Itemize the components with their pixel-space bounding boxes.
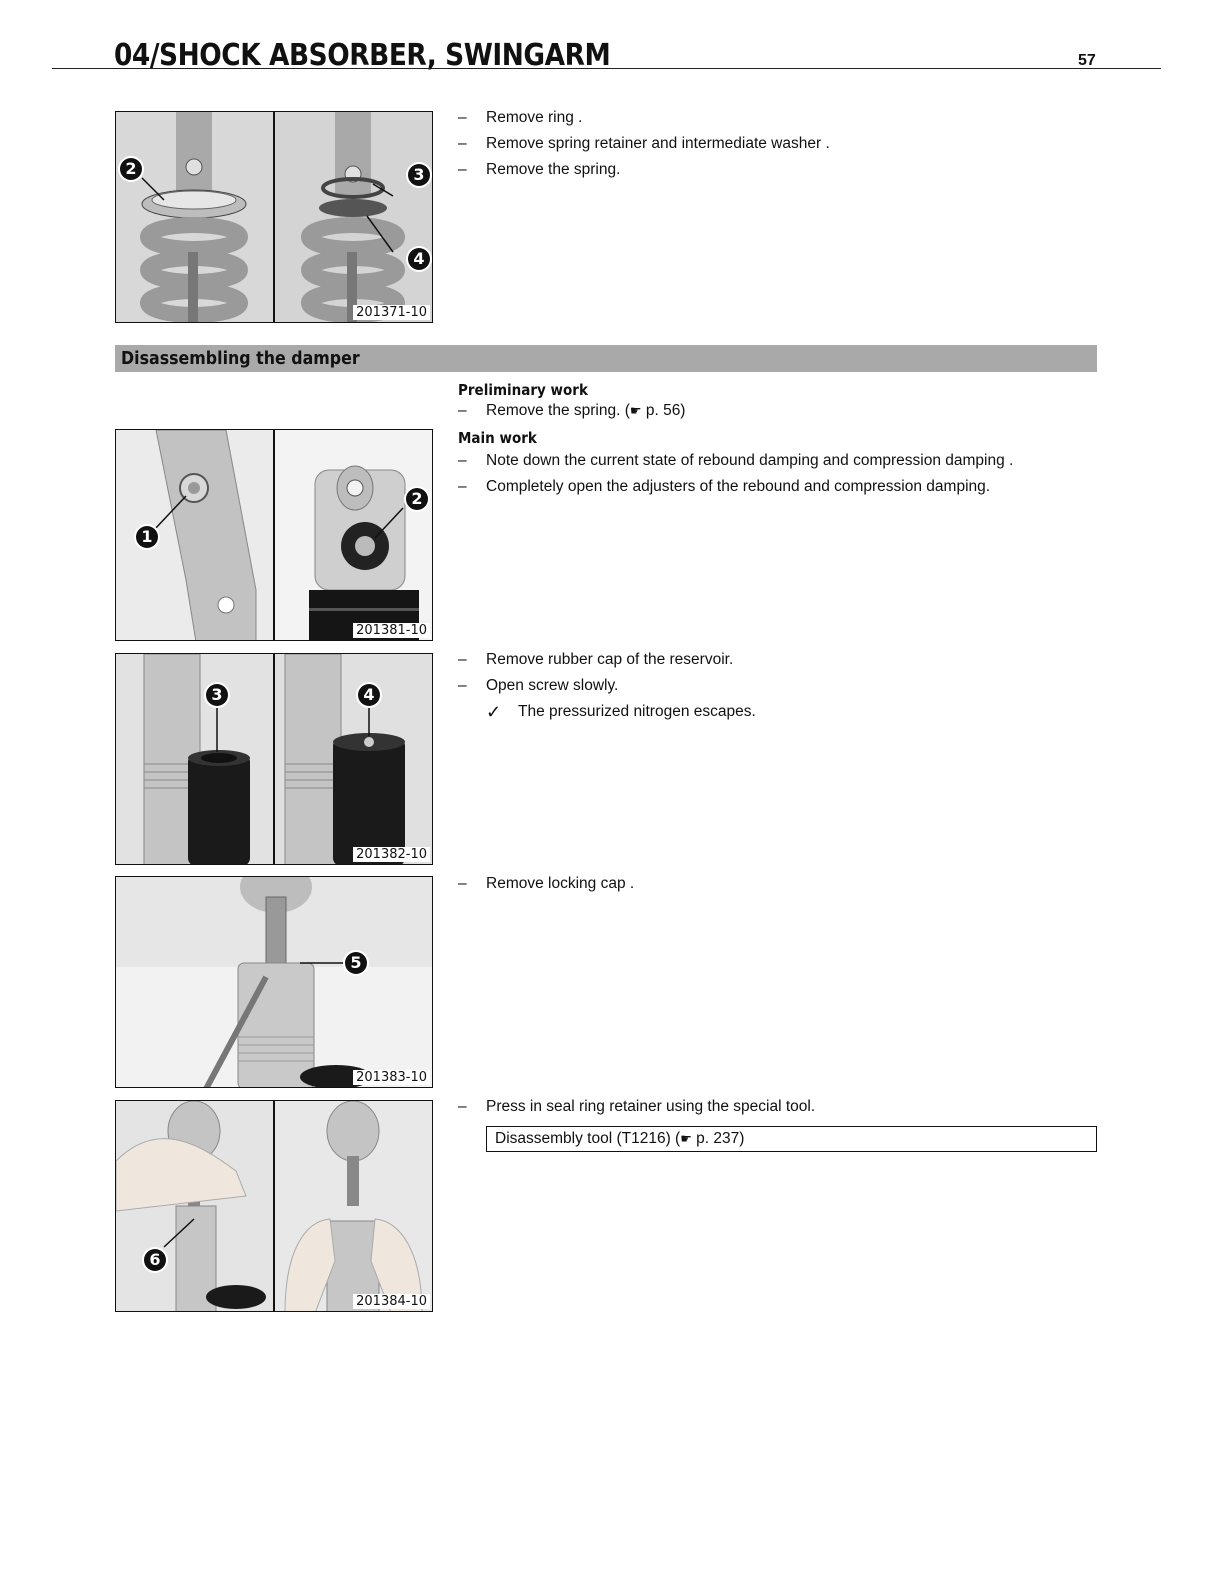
page-reference-link[interactable]: p. 237) bbox=[691, 1130, 745, 1147]
figure-code: 201382-10 bbox=[353, 847, 430, 862]
figure-code: 201381-10 bbox=[353, 623, 430, 638]
preliminary-heading: Preliminary work bbox=[458, 381, 588, 399]
dash-icon: – bbox=[458, 651, 467, 668]
callout-5: 5 bbox=[345, 952, 367, 974]
dash-icon: – bbox=[458, 875, 467, 892]
preliminary-work bbox=[458, 380, 1098, 500]
dash-icon: – bbox=[458, 402, 467, 419]
list-item: – Open screw slowly. bbox=[458, 673, 1098, 699]
callout-3: 3 bbox=[206, 684, 228, 706]
figure-code: 201371-10 bbox=[353, 305, 430, 320]
list-item: – Remove spring retainer and intermediate washer . bbox=[458, 131, 1098, 157]
header-rule bbox=[52, 68, 1161, 69]
figure-code: 201383-10 bbox=[353, 1070, 430, 1085]
figure-code: 201384-10 bbox=[353, 1294, 430, 1309]
list-item: – Press in seal ring retainer using the special tool. bbox=[458, 1094, 1098, 1120]
seal-steps bbox=[458, 1094, 1098, 1120]
dash-icon: – bbox=[458, 452, 467, 469]
callout-1: 1 bbox=[136, 526, 158, 548]
callout-2: 2 bbox=[120, 158, 142, 180]
photo-spring-right bbox=[275, 112, 432, 322]
dash-icon: – bbox=[458, 109, 467, 126]
list-item: – Remove locking cap . bbox=[458, 871, 1098, 897]
dash-icon: – bbox=[458, 161, 467, 178]
photo-locking-cap bbox=[116, 877, 432, 1087]
list-item: – Remove the spring. bbox=[458, 157, 1098, 183]
figure-adjusters bbox=[115, 429, 433, 641]
page-title: 04/SHOCK ABSORBER, SWINGARM bbox=[114, 38, 611, 73]
list-item: – Remove rubber cap of the reservoir. bbox=[458, 647, 1098, 673]
page-number: 57 bbox=[1078, 52, 1096, 69]
locking-steps bbox=[458, 871, 1098, 897]
callout-3: 3 bbox=[408, 164, 430, 186]
section-heading-bar bbox=[115, 345, 1097, 372]
result-item: ✓ The pressurized nitrogen escapes. bbox=[458, 699, 1098, 725]
callout-2: 2 bbox=[406, 488, 428, 510]
photo-rubber-cap bbox=[116, 654, 274, 864]
main-heading: Main work bbox=[458, 429, 537, 447]
figure-seal-ring bbox=[115, 1100, 433, 1312]
checkmark-icon: ✓ bbox=[486, 702, 502, 722]
callout-4: 4 bbox=[358, 684, 380, 706]
page-reference-link[interactable]: p. 56) bbox=[641, 402, 686, 419]
pointing-hand-icon: ☛ bbox=[629, 403, 642, 418]
section-title: Disassembling the damper bbox=[121, 348, 360, 369]
reservoir-steps bbox=[458, 647, 1098, 725]
photo-nitrogen-screw bbox=[275, 654, 432, 864]
special-tool-box bbox=[486, 1126, 1097, 1152]
figure-reservoir bbox=[115, 653, 433, 865]
list-item: – Remove the spring. (☛ p. 56) bbox=[458, 400, 1098, 422]
spring-steps bbox=[458, 105, 1098, 183]
tool-name: Disassembly tool (T1216) ( bbox=[495, 1130, 681, 1147]
figure-spring-retainer bbox=[115, 111, 433, 323]
list-item: – Completely open the adjusters of the rebound and compression damping. bbox=[458, 474, 1098, 500]
list-item: – Note down the current state of rebound damping and compression damping . bbox=[458, 448, 1098, 474]
photo-seal-ring-right bbox=[275, 1101, 432, 1311]
callout-6: 6 bbox=[144, 1249, 166, 1271]
photo-compression-adjuster bbox=[275, 430, 432, 640]
photo-seal-ring-left bbox=[116, 1101, 274, 1311]
dash-icon: – bbox=[458, 677, 467, 694]
figure-locking-cap bbox=[115, 876, 433, 1088]
dash-icon: – bbox=[458, 135, 467, 152]
pointing-hand-icon: ☛ bbox=[680, 1131, 692, 1146]
dash-icon: – bbox=[458, 478, 467, 495]
callout-4: 4 bbox=[408, 248, 430, 270]
list-item: – Remove ring . bbox=[458, 105, 1098, 131]
dash-icon: – bbox=[458, 1098, 467, 1115]
